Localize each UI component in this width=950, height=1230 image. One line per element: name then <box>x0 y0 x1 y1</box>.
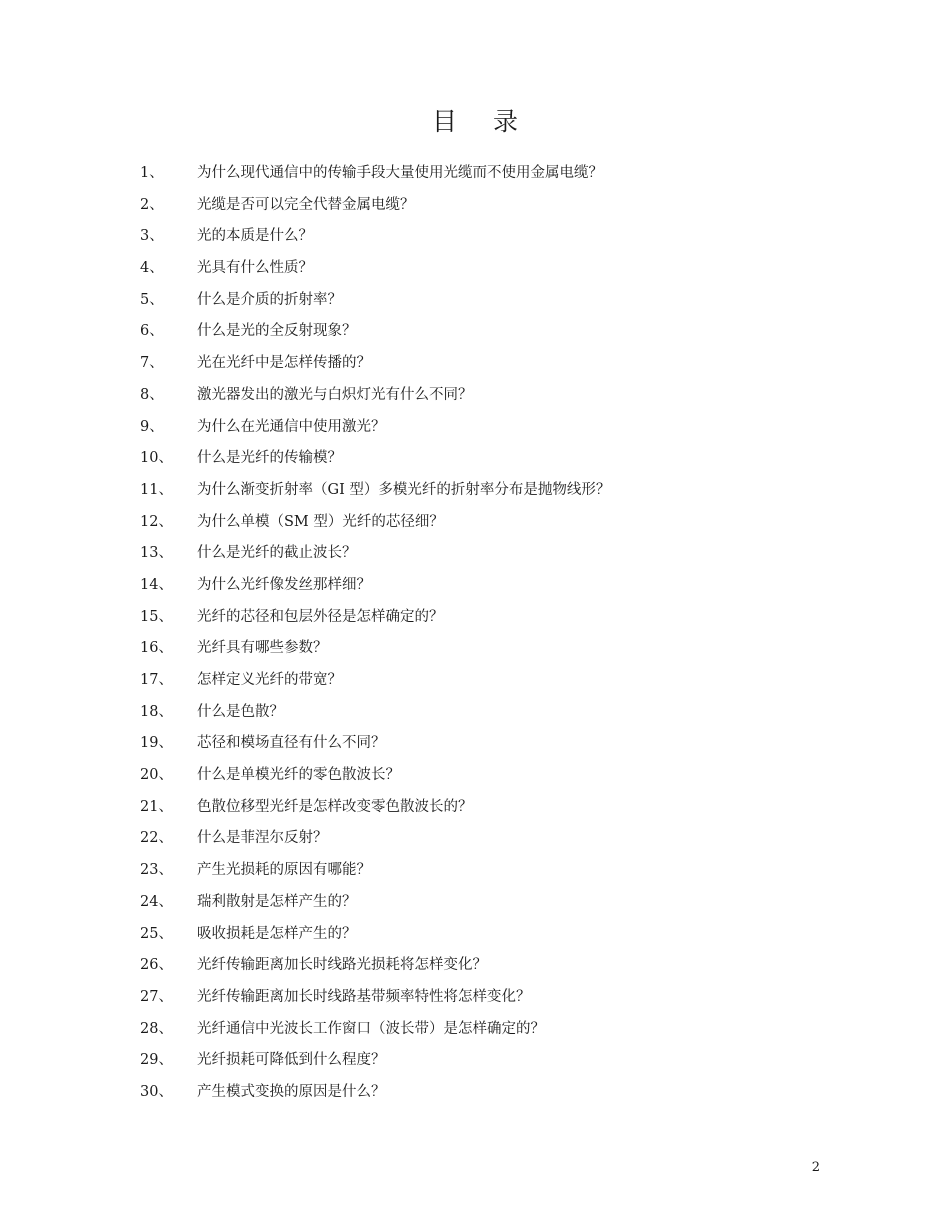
toc-item-title: 吸收损耗是怎样产生的？ <box>197 925 357 942</box>
toc-item-number: 11、 <box>140 481 173 498</box>
toc-item[interactable] <box>140 538 840 570</box>
toc-item-number: 10、 <box>140 450 173 467</box>
toc-item-number: 4、 <box>140 260 164 277</box>
toc-item-title: 什么是单模光纤的零色散波长？ <box>197 767 400 784</box>
toc-item-number: 17、 <box>140 672 173 688</box>
toc-item-title: 光纤通信中光波长工作窗口（波长带）是怎样确定的？ <box>197 1020 545 1037</box>
toc-item-number: 12、 <box>140 513 173 530</box>
page-number: 2 <box>811 1160 820 1175</box>
toc-item[interactable] <box>140 190 840 222</box>
table-of-contents <box>140 158 840 1109</box>
toc-item[interactable] <box>140 221 840 253</box>
toc-item-title: 光纤具有哪些参数？ <box>197 640 328 657</box>
toc-item[interactable] <box>140 855 840 887</box>
toc-item[interactable] <box>140 887 840 919</box>
toc-item[interactable] <box>140 475 840 507</box>
toc-item-number: 9、 <box>140 418 164 435</box>
toc-item-title: 产生光损耗的原因有哪能？ <box>197 862 371 879</box>
toc-item-title: 什么是光的全反射现象？ <box>197 323 357 340</box>
toc-item-number: 3、 <box>140 228 164 245</box>
toc-item[interactable] <box>140 919 840 951</box>
toc-item-title: 光纤传输距离加长时线路基带频率特性将怎样变化？ <box>197 988 531 1005</box>
toc-item-title: 光纤的芯径和包层外径是怎样确定的？ <box>197 608 444 625</box>
toc-item-title: 光纤损耗可降低到什么程度？ <box>197 1052 386 1069</box>
toc-item-number: 23、 <box>140 862 173 879</box>
toc-item-number: 29、 <box>140 1052 173 1069</box>
toc-item-number: 8、 <box>140 386 164 403</box>
toc-item[interactable] <box>140 760 840 792</box>
toc-item-title: 怎样定义光纤的带宽？ <box>197 672 342 688</box>
toc-item-number: 27、 <box>140 988 173 1005</box>
toc-item[interactable] <box>140 1014 840 1046</box>
toc-item[interactable] <box>140 602 840 634</box>
toc-item-number: 20、 <box>140 767 173 784</box>
toc-item[interactable] <box>140 507 840 539</box>
toc-item-number: 2、 <box>140 196 164 213</box>
toc-item-number: 19、 <box>140 735 173 752</box>
toc-item-title: 光纤传输距离加长时线路光损耗将怎样变化？ <box>197 957 487 974</box>
toc-item-title: 什么是色散？ <box>197 703 284 720</box>
toc-item[interactable] <box>140 380 840 412</box>
toc-item-title: 什么是光纤的传输模？ <box>197 450 342 467</box>
toc-item[interactable] <box>140 412 840 444</box>
toc-item-number: 28、 <box>140 1020 173 1037</box>
toc-item[interactable] <box>140 950 840 982</box>
toc-item-title: 为什么单模（SM 型）光纤的芯径细？ <box>197 513 444 530</box>
toc-item-number: 16、 <box>140 640 173 657</box>
toc-item-number: 24、 <box>140 893 173 910</box>
toc-item-number: 30、 <box>140 1083 173 1100</box>
toc-item-number: 15、 <box>140 608 173 625</box>
toc-item-number: 5、 <box>140 291 164 308</box>
toc-item-title: 什么是光纤的截止波长？ <box>197 545 357 562</box>
toc-item[interactable] <box>140 1045 840 1077</box>
toc-item-number: 7、 <box>140 355 164 372</box>
toc-item[interactable] <box>140 823 840 855</box>
toc-item-title: 为什么渐变折射率（GI 型）多模光纤的折射率分布是抛物线形？ <box>197 481 611 498</box>
toc-item-number: 25、 <box>140 925 173 942</box>
toc-item-title: 光具有什么性质？ <box>197 260 313 277</box>
toc-item[interactable] <box>140 792 840 824</box>
toc-item-number: 6、 <box>140 323 164 340</box>
toc-item[interactable] <box>140 285 840 317</box>
toc-item[interactable] <box>140 633 840 665</box>
toc-item[interactable] <box>140 158 840 190</box>
toc-item-title: 为什么现代通信中的传输手段大量使用光缆而不使用金属电缆？ <box>197 165 603 181</box>
toc-item[interactable] <box>140 1077 840 1109</box>
toc-item[interactable] <box>140 697 840 729</box>
toc-item-number: 18、 <box>140 703 173 720</box>
toc-item[interactable] <box>140 665 840 697</box>
toc-item-number: 1、 <box>140 165 164 181</box>
toc-item-title: 光在光纤中是怎样传播的？ <box>197 355 371 372</box>
toc-item-title: 光的本质是什么？ <box>197 228 313 245</box>
toc-item[interactable] <box>140 728 840 760</box>
toc-item-title: 为什么光纤像发丝那样细？ <box>197 576 371 593</box>
toc-item-title: 什么是介质的折射率？ <box>197 291 342 308</box>
toc-item-title: 为什么在光通信中使用激光？ <box>197 418 386 435</box>
toc-item-title: 瑞利散射是怎样产生的？ <box>197 893 357 910</box>
toc-item-title: 产生模式变换的原因是什么？ <box>197 1083 386 1100</box>
toc-item-title: 色散位移型光纤是怎样改变零色散波长的？ <box>197 798 473 815</box>
toc-item-number: 26、 <box>140 957 173 974</box>
toc-item-number: 22、 <box>140 830 173 847</box>
toc-item[interactable] <box>140 348 840 380</box>
toc-item-title: 激光器发出的激光与白炽灯光有什么不同？ <box>197 386 473 403</box>
toc-item-number: 14、 <box>140 576 173 593</box>
toc-item-title: 光缆是否可以完全代替金属电缆？ <box>197 196 415 213</box>
toc-item-number: 13、 <box>140 545 173 562</box>
toc-item[interactable] <box>140 982 840 1014</box>
toc-item[interactable] <box>140 443 840 475</box>
page-title: 目 录 <box>432 107 532 136</box>
toc-item[interactable] <box>140 253 840 285</box>
toc-item-title: 什么是菲涅尔反射？ <box>197 830 328 847</box>
toc-item[interactable] <box>140 570 840 602</box>
toc-item-title: 芯径和模场直径有什么不同？ <box>197 735 386 752</box>
toc-item-number: 21、 <box>140 798 173 815</box>
toc-item[interactable] <box>140 316 840 348</box>
